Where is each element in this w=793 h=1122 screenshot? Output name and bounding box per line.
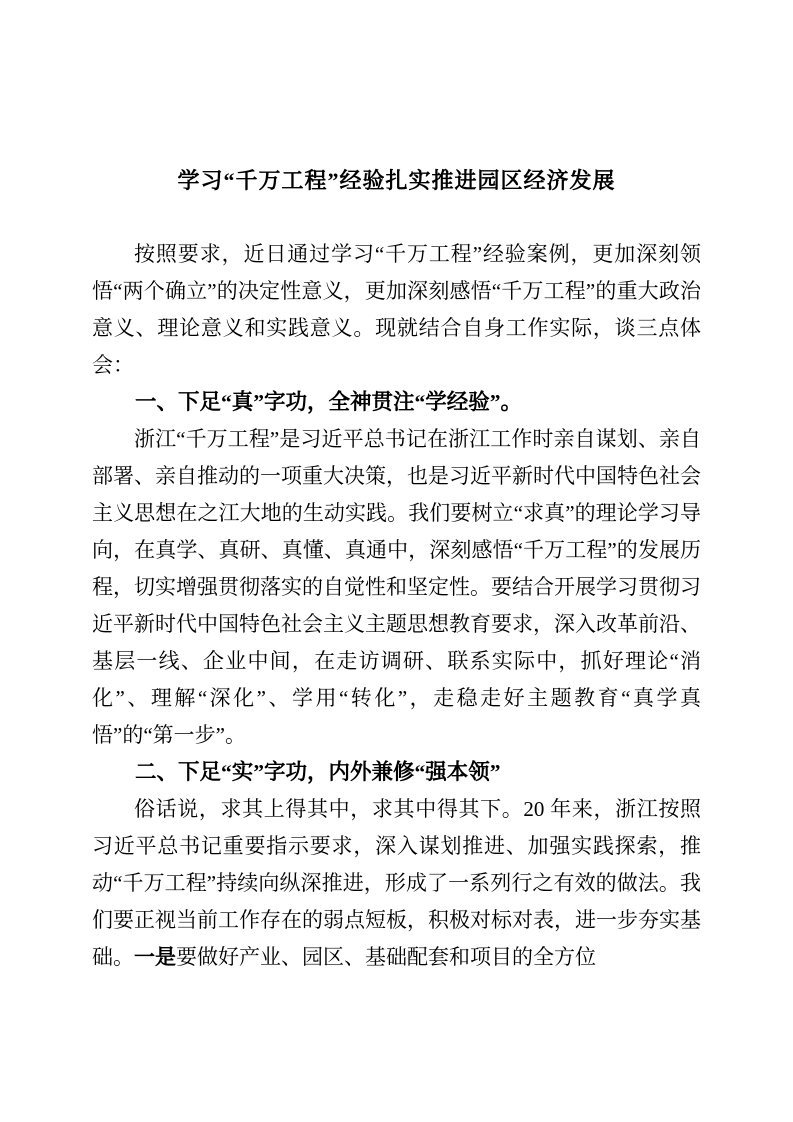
section-2-emphasis-term: 一是	[134, 945, 176, 969]
section-1-paragraph: 浙江“千万工程”是习近平总书记在浙江工作时亲自谋划、亲自部署、亲自推动的一项重大决策，也是习近平新时代中国特色社会主义思想在之江大地的生动实践。我们要树立“求真”的理论学习导向，在真学、真研、真懂、真通中，深刻感悟“千万工程”的发展历程，切实增强贯彻落实的自觉性和坚定性。要结合开展学习贯彻习近平新时代中国特色社会主义主题思想教育要求，深入改革前沿、基层一线、企业中间，在走访调研、联系实际中，抓好理论“消化”、理解“深化”、学用“转化”，走稳走好主题教育“真学真悟”的“第一步”。	[92, 427, 701, 747]
section-2-heading: 二、下足“实”字功，内外兼修“强本领”	[135, 760, 501, 784]
document-title: 学习“千万工程”经验扎实推进园区经济发展	[177, 168, 616, 193]
section-1-heading: 一、下足“真”字功，全神贯注“学经验”。	[135, 390, 523, 414]
intro-paragraph: 按照要求，近日通过学习“千万工程”经验案例，更加深刻领悟“两个确立”的决定性意义，更加深刻感悟“千万工程”的重大政治意义、理论意义和实践意义。现就结合自身工作实际，谈三点体会：	[92, 242, 701, 377]
section-2-text-before-emphasis: 俗话说，求其上得其中，求其中得其下。20 年来，浙江按照习近平总书记重要指示要求，深入谋划推进、加强实践探索，推动“千万工程”持续向纵深推进，形成了一系列行之有效的做法。我们要正视当前工作存在的弱点短板，积极对标对表，进一步夯实基础。	[92, 797, 701, 969]
section-2-text-after-emphasis: 要做好产业、园区、基础配套和项目的全方位	[176, 945, 596, 969]
section-2-paragraph	[92, 791, 701, 976]
